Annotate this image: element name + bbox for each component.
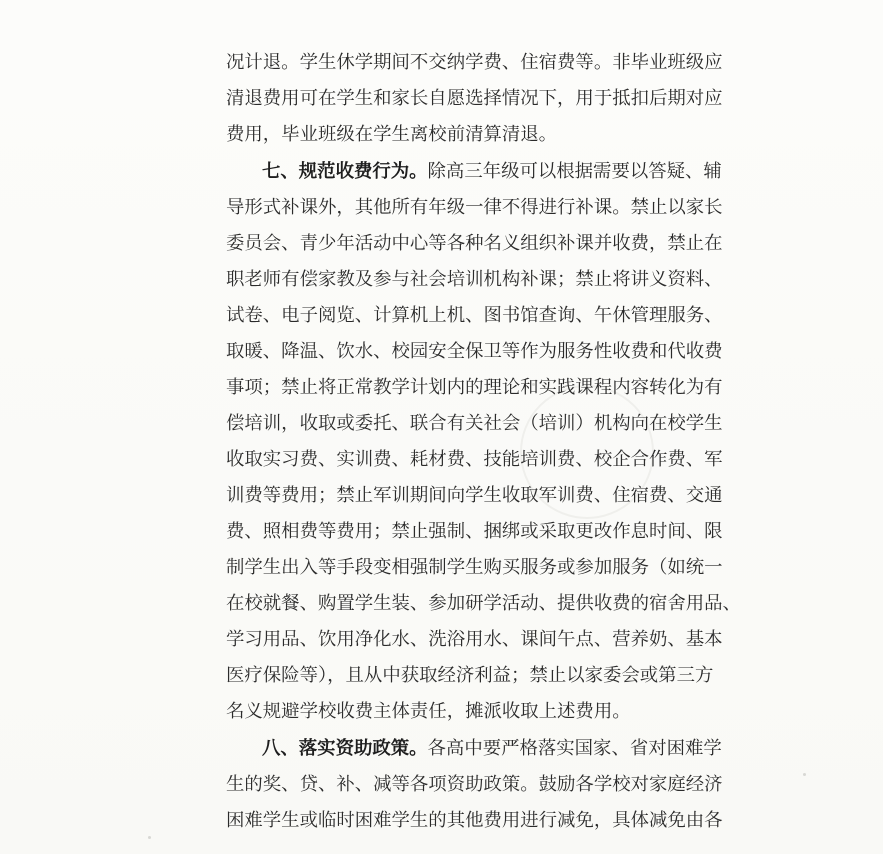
text-line: 导形式补课外，其他所有年级一律不得进行补课。禁止以家长 xyxy=(226,197,723,218)
text-line: 费、照相费等费用；禁止强制、捆绑或采取更改作息时间、限 xyxy=(226,521,723,542)
text-line: 清退费用可在学生和家长自愿选择情况下，用于抵扣后期对应 xyxy=(226,88,723,109)
text-line: 在校就餐、购置学生装、参加研学活动、提供收费的宿舍用品、 xyxy=(226,593,741,614)
text-line: 医疗保险等），且从中获取经济利益；禁止以家委会或第三方 xyxy=(226,665,714,686)
text-line: 收取实习费、实训费、耗材费、技能培训费、校企合作费、军 xyxy=(226,449,723,470)
section-text: 各高中要严格落实国家、省对困难学 xyxy=(427,738,722,759)
text-line: 事项；禁止将正常教学计划内的理论和实践课程内容转化为有 xyxy=(226,377,723,398)
scan-speck xyxy=(803,773,806,776)
section-heading: 八、落实资助政策。 xyxy=(262,738,428,759)
text-line: 训费等费用；禁止军训期间向学生收取军训费、住宿费、交通 xyxy=(226,485,723,506)
text-line: 费用，毕业班级在学生离校前清算清退。 xyxy=(226,124,558,145)
text-line: 学习用品、饮用净化水、洗浴用水、课间午点、营养奶、基本 xyxy=(226,629,723,650)
section-seven-line xyxy=(262,160,822,184)
text-line: 困难学生或临时困难学生的其他费用进行减免，具体减免由各 xyxy=(226,810,723,831)
section-text: 除高三年级可以根据需要以答疑、辅 xyxy=(427,161,722,182)
text-line: 生的奖、贷、补、减等各项资助政策。鼓励各学校对家庭经济 xyxy=(226,774,723,795)
scan-speck xyxy=(148,836,151,839)
text-line: 名义规避学校收费主体责任，摊派收取上述费用。 xyxy=(226,701,631,722)
text-line: 取暖、降温、饮水、校园安全保卫等作为服务性收费和代收费 xyxy=(226,341,723,362)
text-line: 试卷、电子阅览、计算机上机、图书馆查询、午休管理服务、 xyxy=(226,305,723,326)
section-heading: 七、规范收费行为。 xyxy=(262,161,428,182)
text-line: 职老师有偿家教及参与社会培训机构补课；禁止将讲义资料、 xyxy=(226,269,723,290)
section-eight-line xyxy=(262,737,822,761)
text-line: 偿培训，收取或委托、联合有关社会（培训）机构向在校学生 xyxy=(226,413,723,434)
text-line: 委员会、青少年活动中心等各种名义组织补课并收费，禁止在 xyxy=(226,233,723,254)
text-line: 制学生出入等手段变相强制学生购买服务或参加服务（如统一 xyxy=(226,557,723,578)
text-line: 况计退。学生休学期间不交纳学费、住宿费等。非毕业班级应 xyxy=(226,52,723,73)
